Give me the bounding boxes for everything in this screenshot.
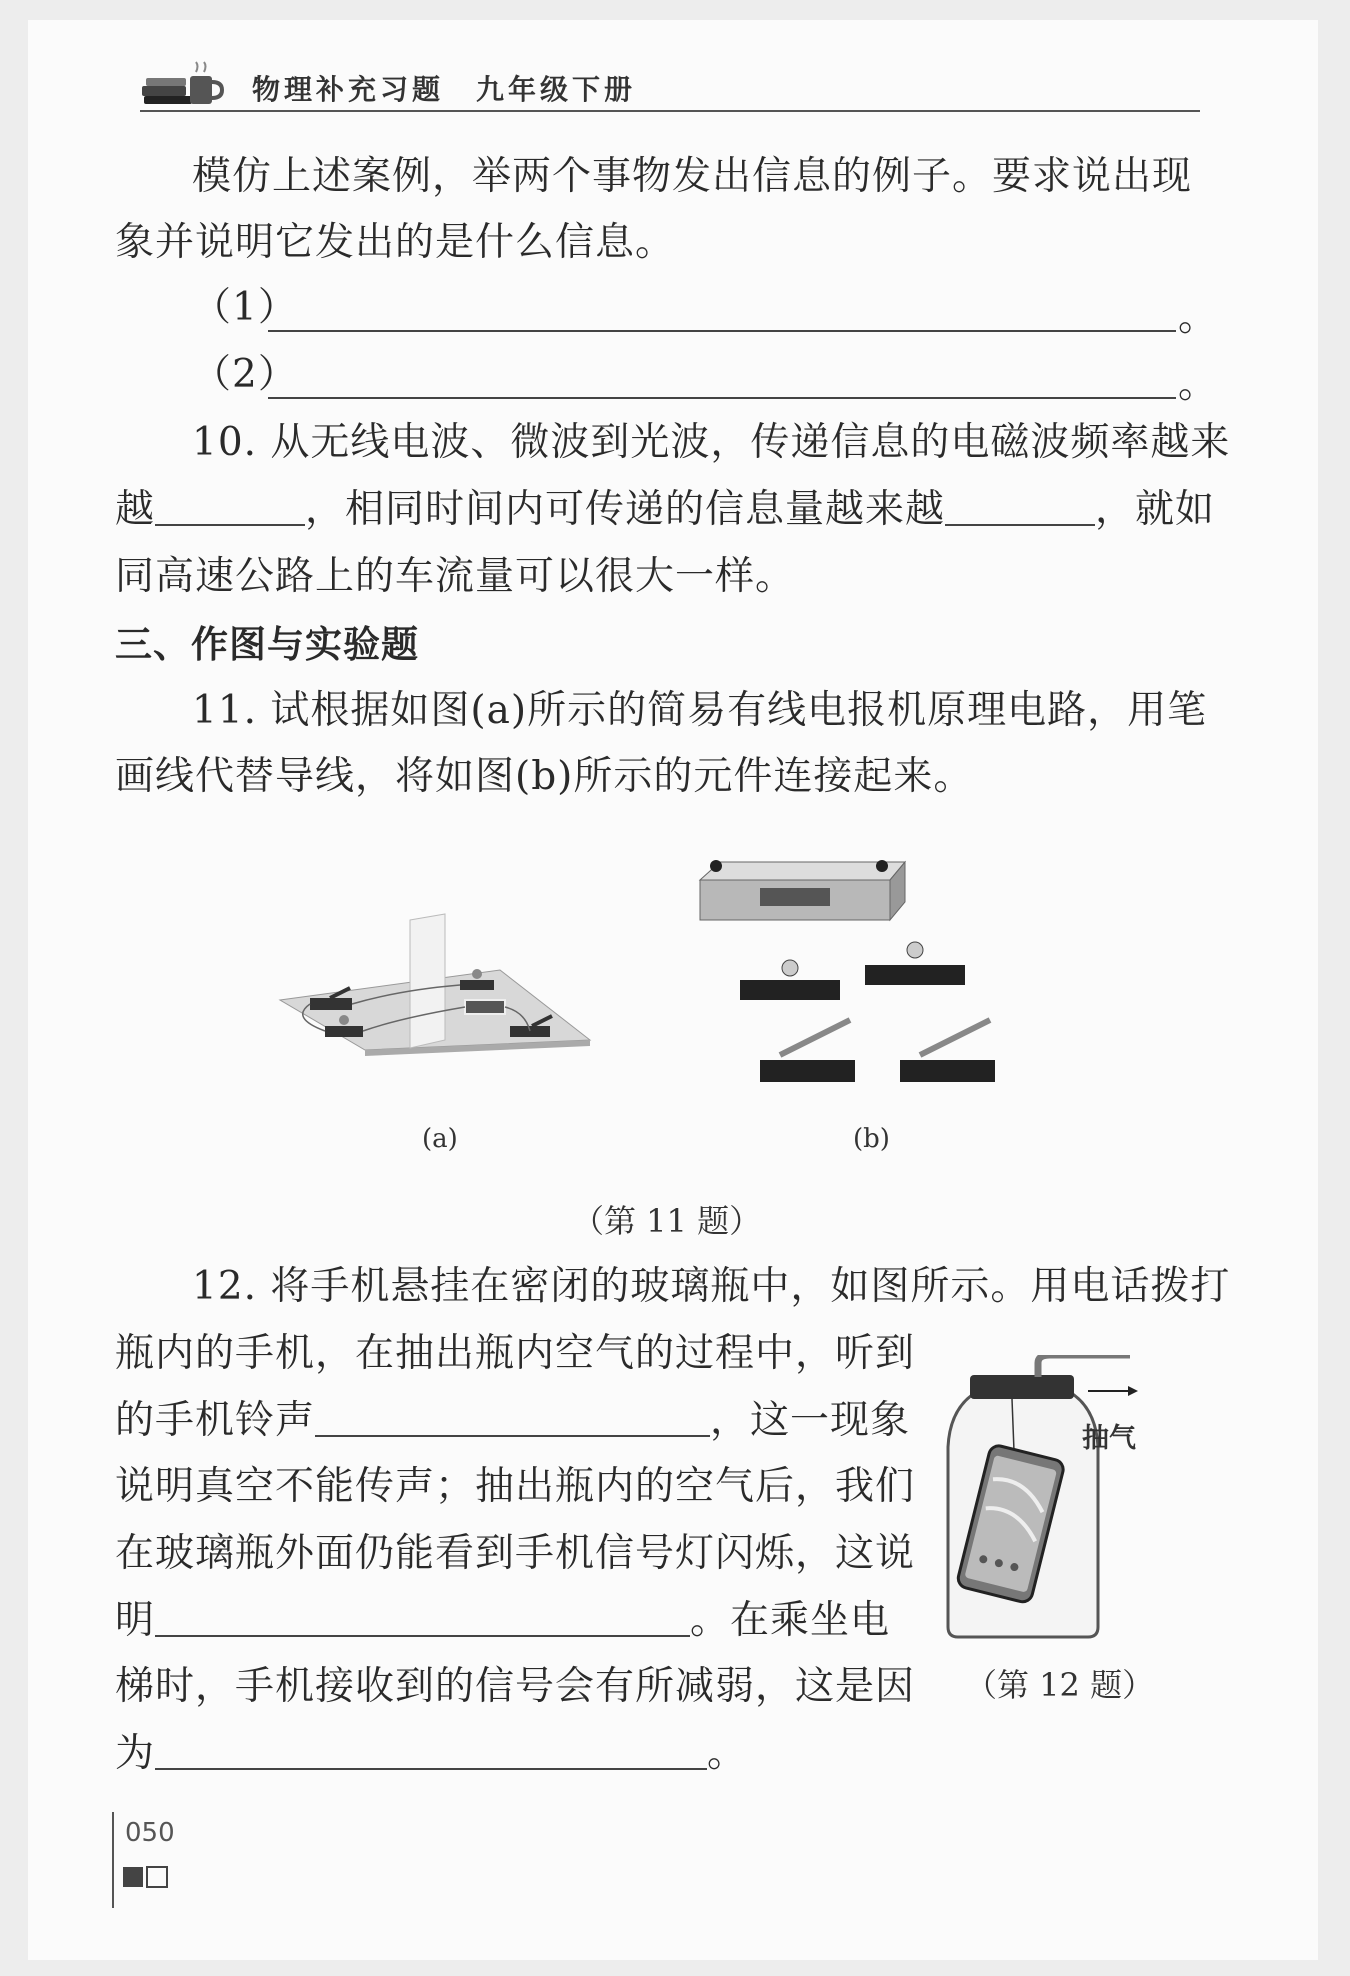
figure-b-label: (b)	[853, 1124, 890, 1154]
q11-text-line-2: 画线代替导线，将如图(b)所示的元件连接起来。	[115, 754, 974, 799]
q12-blank-3[interactable]	[155, 1732, 707, 1770]
q12-text-line-3	[115, 1396, 911, 1446]
q12-line6-part-a: 明	[115, 1598, 156, 1643]
q9-text-line-1: 模仿上述案例，举两个事物发出信息的例子。要求说出现	[192, 154, 1193, 199]
page-header	[140, 60, 1200, 112]
header-title: 物理补充习题 九年级下册	[252, 73, 637, 106]
page-marker-icon	[122, 1866, 172, 1888]
q10-line2-part-b: ，相同时间内可传递的信息量越来越	[305, 487, 946, 532]
q9-item-2-blank[interactable]	[268, 397, 1176, 399]
section-title: 三、作图与实验题	[115, 623, 419, 666]
page-number: 050	[125, 1818, 175, 1848]
footer-rule	[112, 1812, 114, 1908]
telegraph-circuit-figure-a	[270, 900, 600, 1070]
q10-line2-part-a: 越	[115, 487, 156, 532]
q12-line8-part-a: 为	[115, 1731, 156, 1776]
q12-text-line-7: 梯时，手机接收到的信号会有所减弱，这是因	[115, 1664, 916, 1709]
q11-caption: （第 11 题）	[572, 1202, 762, 1240]
q12-text-line-6	[115, 1596, 905, 1646]
q12-line3-part-a: 的手机铃声	[115, 1398, 316, 1443]
q12-text-line-1: 12. 将手机悬挂在密闭的玻璃瓶中，如图所示。用电话拨打	[192, 1264, 1231, 1309]
pump-out-air-label: 抽气	[1082, 1423, 1136, 1454]
bell-jar-phone-figure	[940, 1355, 1140, 1645]
q12-line8-part-b: 。	[707, 1731, 748, 1776]
q10-blank-2[interactable]	[945, 488, 1095, 526]
q9-item-1-end: 。	[1178, 295, 1219, 340]
q9-item-2-end: 。	[1178, 362, 1219, 407]
q12-blank-2[interactable]	[155, 1599, 690, 1637]
q10-blank-1[interactable]	[155, 488, 305, 526]
telegraph-components-figure-b	[690, 850, 1030, 1110]
q12-text-line-4: 说明真空不能传声；抽出瓶内的空气后，我们	[115, 1464, 916, 1509]
q12-text-line-2: 瓶内的手机，在抽出瓶内空气的过程中，听到	[115, 1331, 916, 1376]
q9-item-1-label: （1）	[192, 285, 298, 330]
q12-caption: （第 12 题）	[965, 1666, 1155, 1704]
books-and-cup-icon	[140, 60, 226, 106]
header-divider	[140, 110, 1200, 112]
q12-text-line-5: 在玻璃瓶外面仍能看到手机信号灯闪烁，这说	[115, 1531, 916, 1576]
q9-item-2-label: （2）	[192, 352, 298, 397]
q9-text-line-2: 象并说明它发出的是什么信息。	[115, 220, 676, 265]
figure-a-label: (a)	[422, 1124, 458, 1154]
q10-text-line-3: 同高速公路上的车流量可以很大一样。	[115, 554, 796, 599]
q10-text-line-1: 10. 从无线电波、微波到光波，传递信息的电磁波频率越来	[192, 420, 1231, 465]
q10-text-line-2	[115, 485, 1216, 535]
q9-item-1-blank[interactable]	[268, 330, 1176, 332]
q12-line3-part-b: ，这一现象	[710, 1398, 911, 1443]
q12-blank-1[interactable]	[315, 1399, 710, 1437]
q10-line2-part-c: ，就如	[1095, 487, 1216, 532]
q11-text-line-1: 11. 试根据如图(a)所示的简易有线电报机原理电路，用笔	[192, 688, 1208, 733]
q12-text-line-8	[115, 1729, 905, 1779]
q12-line6-part-b: 。在乘坐电	[690, 1598, 891, 1643]
